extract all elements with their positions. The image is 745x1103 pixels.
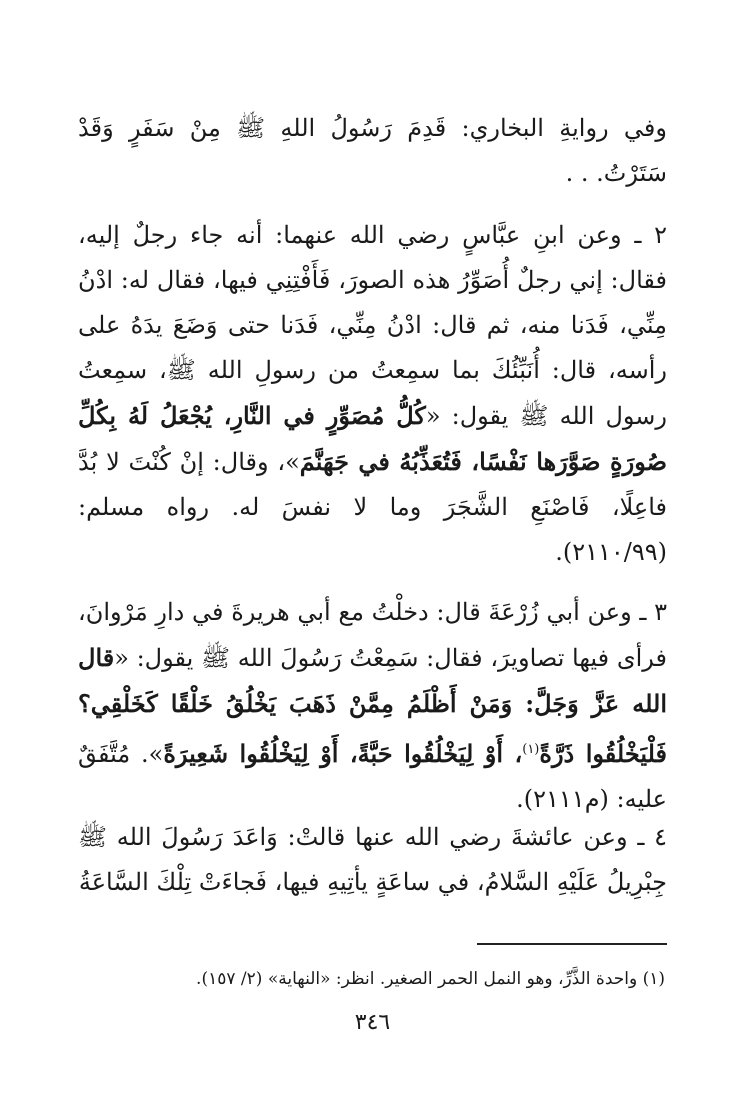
hadith-quote-bold: ، أَوْ لِيَخْلُقُوا حَبَّةً، أَوْ لِيَخْلُقُوا شَعِيرَةً [163, 739, 523, 768]
hadith-2-paragraph [78, 213, 667, 575]
paragraph-bukhari-narration [78, 106, 667, 196]
text-segment: ٤ ـ وعن عائشةَ رضي الله عنها قالتْ: وَاعَدَ رَسُولَ الله ﷺ جِبْرِيلُ عَلَيْهِ السَّلامُ، في ساعَةٍ يأتِيهِ فيها، فَجاءَتْ تِلْكَ السَّاعَةُ [78, 823, 667, 896]
text-segment: وفي روايةِ البخاري: قَدِمَ رَسُولُ اللهِ ﷺ مِنْ سَفَرٍ وَقَدْ سَتَرْتُ. . . [78, 114, 667, 187]
footnote-marker: (١) [522, 742, 540, 757]
text-segment: ٢ ـ وعن ابنِ عبَّاسٍ رضي الله عنهما: أنه جاء رجلٌ إليه، فقال: إني رجلٌ أُصَوِّرُ هذه الصورَ، فَأَفْتِنِي فيها، فقال له: ادْنُ مِنِّي، فَدَنا منه، ثم قال: ادْنُ مِنِّي، فَدَنا حتى وَضَعَ يدَهُ على رأسه، قال: أُنَبِّئُكَ بما سمِعتُ من رسولِ الله ﷺ، سمِعتُ رسول الله ﷺ يقول: « [78, 221, 668, 430]
footnote-text: (١) واحدة الذَّرِّ، وهو النمل الحمر الصغير. انظر: «النهاية» (٢/ ١٥٧). [196, 969, 665, 989]
text-segment: ». مُتَّفَقٌ عليه: (م٢١١١). [78, 740, 667, 813]
hadith-3-paragraph [78, 590, 667, 822]
text-segment: »، وقال: إنْ كُنْتَ لا بُدَّ فاعِلًا، فَاصْنَعِ الشَّجَرَ وما لا نفسَ له. رواه مسلم: (٢١١٠/٩٩). [78, 448, 667, 566]
page-number: ٣٤٦ [354, 1010, 391, 1035]
text-segment: ٣ ـ وعن أبي زُرْعَةَ قال: دخلْتُ مع أبي هريرةَ في دارِ مَرْوانَ، فرأى فيها تصاويرَ، فقال: سَمِعْتُ رَسُولَ الله ﷺ يقول: « [78, 598, 667, 672]
footnote-divider [477, 943, 667, 945]
hadith-quote-bold: كُلُّ مُصَوِّرٍ في النَّارِ، يُجْعَلُ لَهُ بِكُلِّ صُورَةٍ صَوَّرَها نَفْسًا، فَتُعَذِّبُهُ في جَهَنَّمَ [78, 401, 667, 476]
hadith-4-paragraph [78, 815, 667, 905]
hadith-quote-bold: قال الله عَزَّ وَجَلَّ: وَمَنْ أَظْلَمُ مِمَّنْ ذَهَبَ يَخْلُقُ خَلْقًا كَخَلْقِي؟ فَلْيَخْلُقُوا ذَرَّةً [78, 643, 667, 768]
